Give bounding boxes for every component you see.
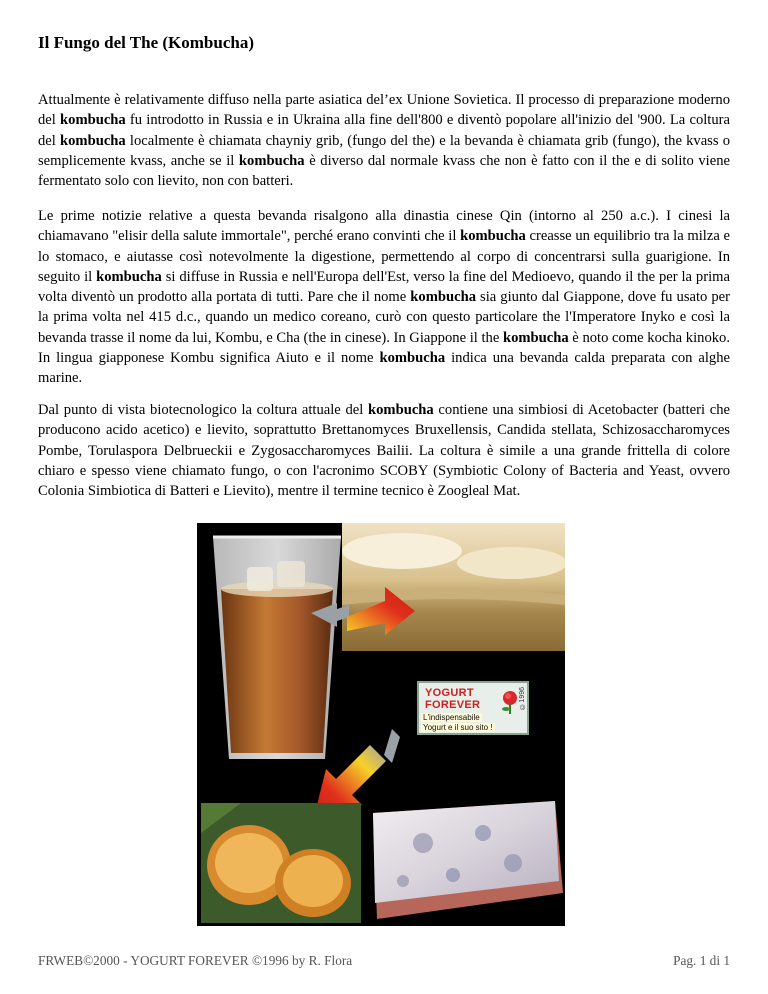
page-title: Il Fungo del The (Kombucha) [38,33,255,52]
badge-year: ©1996 [519,687,526,710]
bread-image [201,803,361,923]
keyword-kombucha: kombucha [379,350,446,367]
paragraph-1: Attualmente è relativamente diffuso nella parte asiatica del’ex Unione Sovietica. Il processo di preparazione moderno del kombucha fu introdotto in Russia e in Ukraina alla fine dell'800 e diventò popolare all'inizio del '900. La coltura del kombucha localmente è chiamata chayniy grib, (fungo del the) e la bevanda è chiamata grib (fungo), the kvass o semplicemente kvass, anche se il kombucha è diverso dal normale kvass che non è fatto con il the e di solito viene fermentato solo con lievito, non con batteri. [38,92,730,190]
arrow-icon [307,573,419,651]
paragraph-3: Dal punto di vista biotecnologico la coltura attuale del kombucha contiene una simbiosi di Acetobacter (batteri che producono acido acetico) e lievito, soprattutto Brettanomyces Bruxellensis, Candida stellata, Schizosaccharomyces Pombe, Torulaspora Delbrueckii e Zygosaccharomyces Bailii. La coltura è simile a una grande frittella di colore chiaro e spesso viene chiamato fungo, o con l'acronimo SCOBY (Symbiotic Colony of Bacteria and Yeast, ovvero Colonia Simbiotica di Batteri e Lievito), mentre il termine tecnico è Zoogleal Mat. [38,402,730,500]
badge-line-1: YOGURT [425,687,474,699]
paragraph-2: Le prime notizie relative a questa bevanda risalgono alla dinastia cinese Qin (intorno al 250 a.c.). I cinesi la chiamavano "elisir della salute immortale", perché erano convinti che il kombucha creasse un equilibrio tra la milza e lo stomaco, e aiutasse così notevolmente la digestione, permettendo al corpo di concentrarsi sulla guarigione. In seguito il kombucha si diffuse in Russia e nell'Europa dell'Est, verso la fine del Medioevo, quando il the per la prima volta diventò un prodotto alla portata di tutti. Pare che il nome kombucha sia giunto dal Giappone, dove fu usato per la prima volta nel 415 d.c., quando un medico coreano, curò con questo particolare the l'Imperatore Inyko e così la bevanda trasse il nome da lui, Kombu, e Cha (the in cinese). In Giappone il the kombucha è noto come kocha kinoko. In lingua giapponese Kombu significa Aiuto e il nome kombucha indica una bevanda calda preparata con alghe marine. [38,208,730,387]
badge-line-3: L'indispensabile [423,713,480,722]
keyword-kombucha: kombucha [60,132,126,149]
keyword-kombucha: kombucha [502,329,569,346]
keyword-kombucha: kombucha [60,112,126,129]
keyword-kombucha: kombucha [460,228,526,245]
yogurt-forever-badge[interactable] [417,681,529,735]
kombucha-illustration [197,523,565,926]
badge-line-4: Yogurt e il suo sito ! [423,723,493,732]
keyword-kombucha: kombucha [368,402,434,418]
rose-icon [499,689,521,715]
scoby-mat-image [363,793,565,926]
keyword-kombucha: kombucha [410,289,476,306]
page-number: Pag. 1 di 1 [673,953,730,968]
footer-credit: FRWEB©2000 - YOGURT FOREVER ©1996 by R. Flora [38,953,353,968]
badge-line-2: FOREVER [425,699,481,711]
keyword-kombucha: kombucha [238,152,305,169]
keyword-kombucha: kombucha [96,268,162,285]
